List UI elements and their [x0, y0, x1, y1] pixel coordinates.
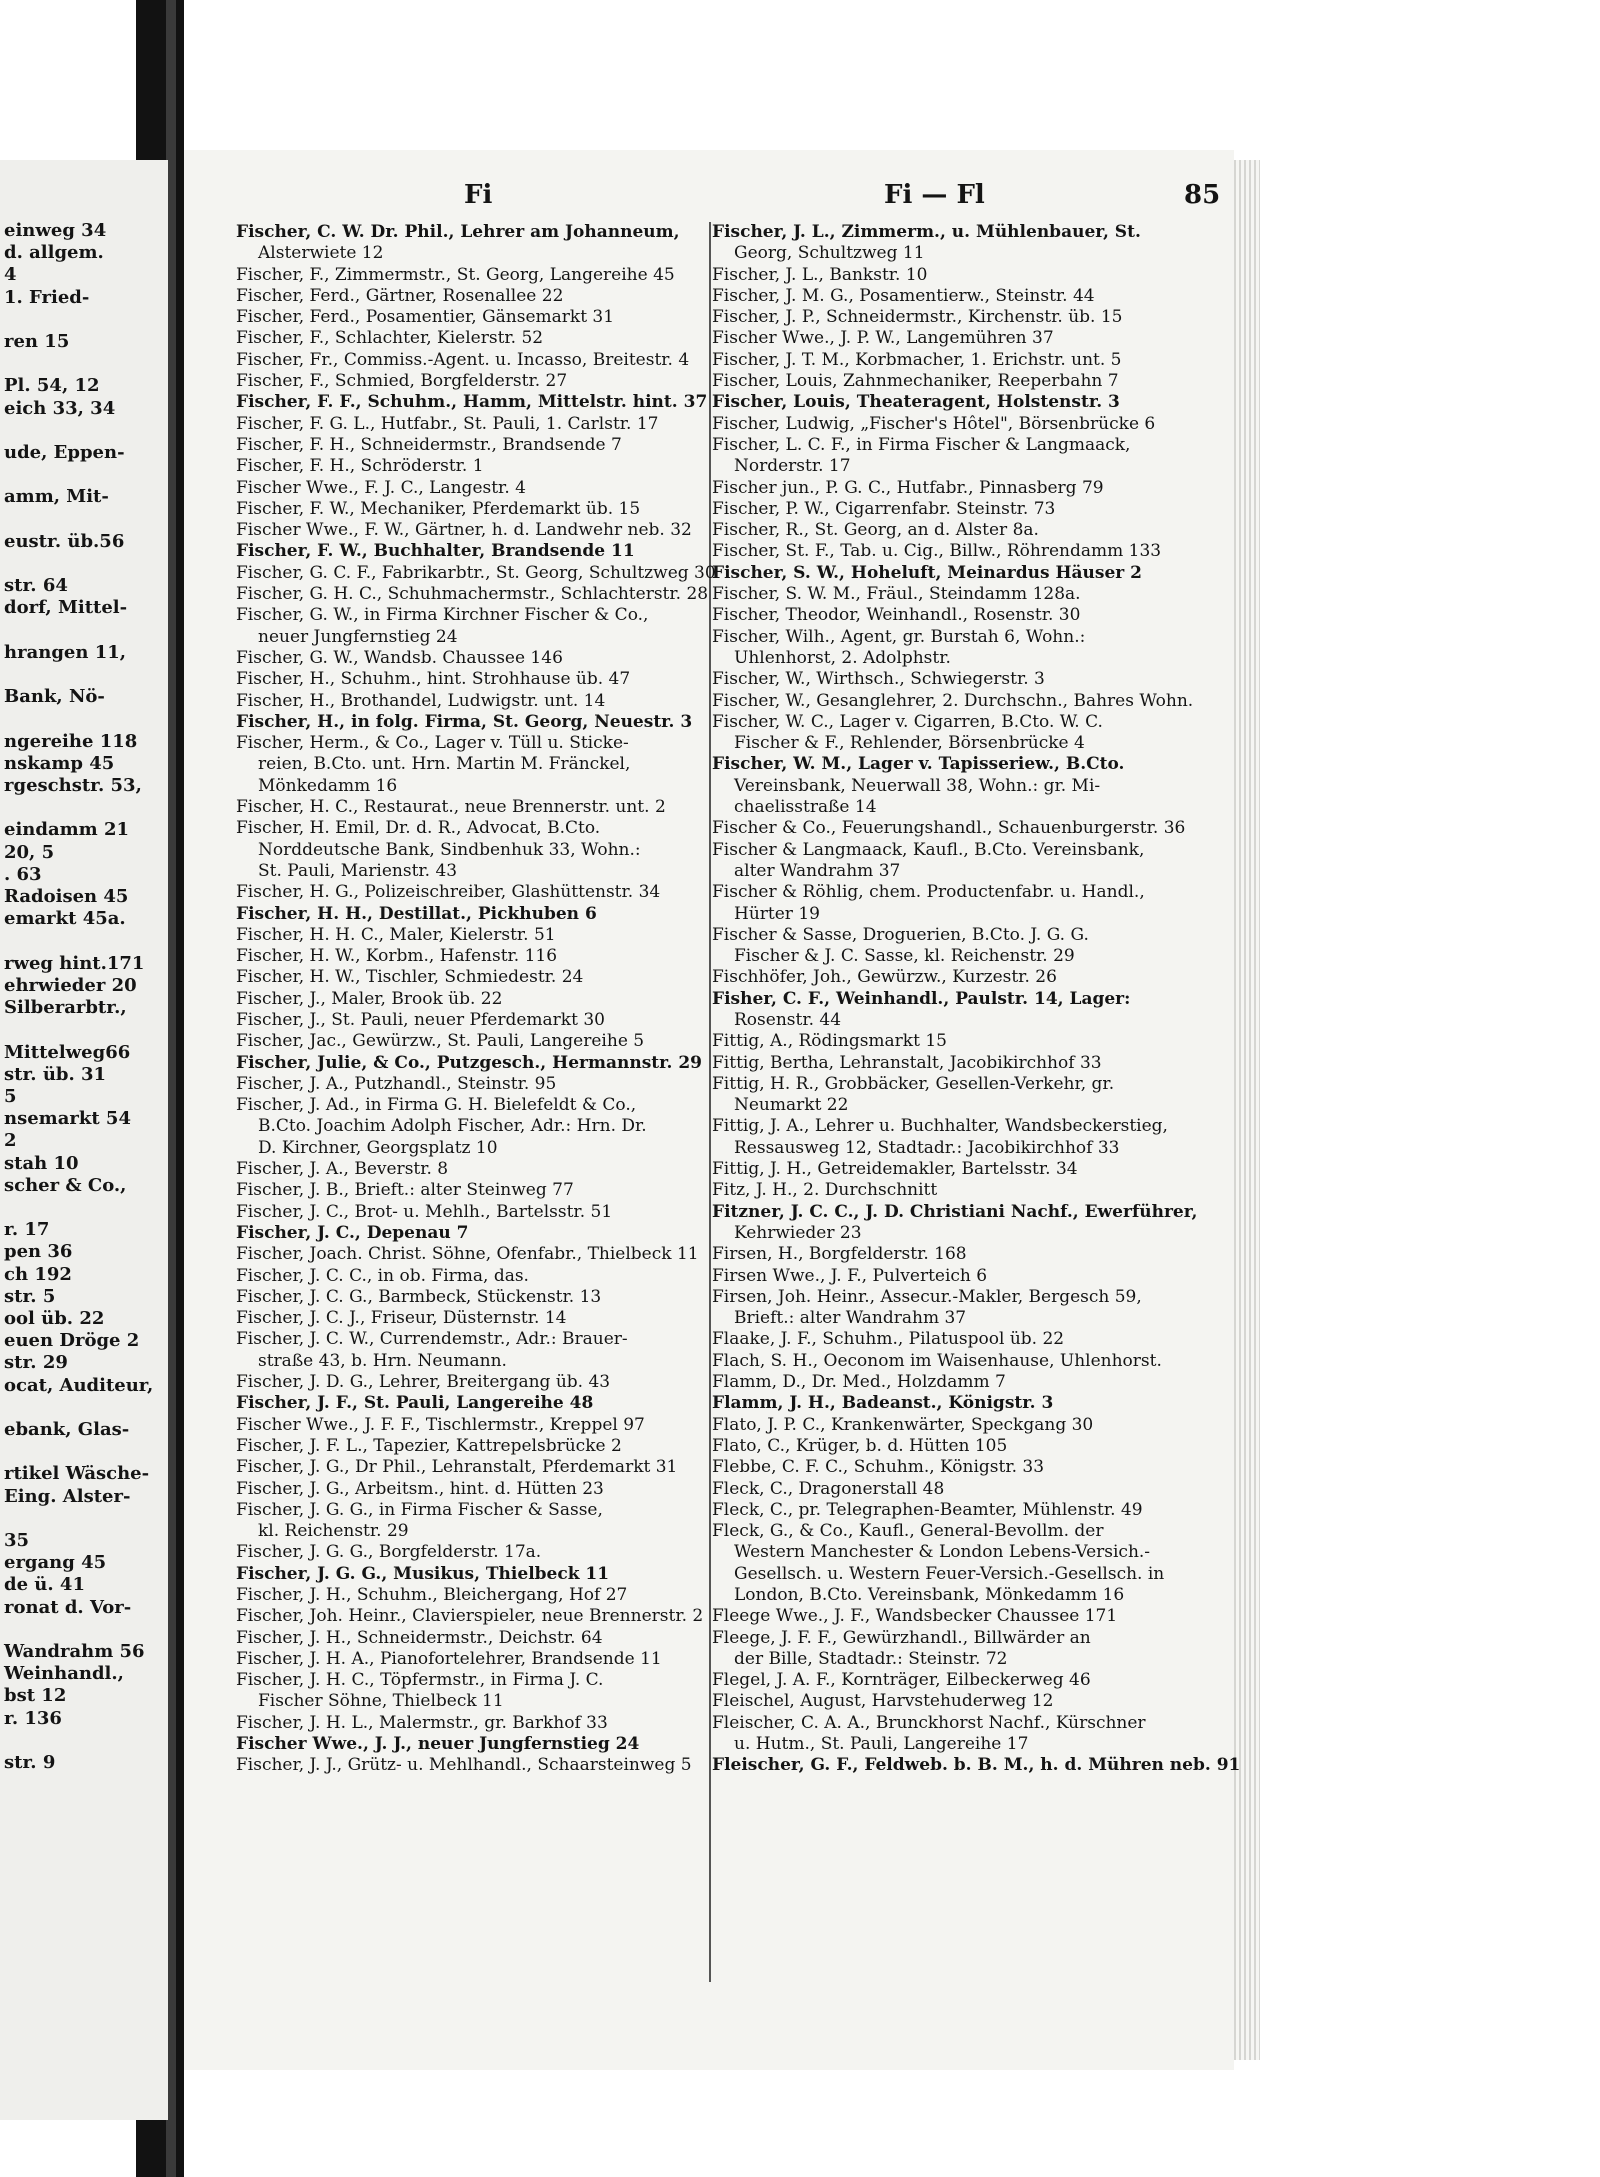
entry-continuation: kl. Reichenstr. 29 — [258, 1521, 409, 1542]
left-page-fragment: stah 10 — [4, 1152, 79, 1174]
entry-text: Fittig, Bertha, Lehranstalt, Jacobikirchhof 33 — [712, 1052, 1102, 1073]
entry-continuation: der Bille, Stadtadr.: Steinstr. 72 — [734, 1648, 1008, 1669]
entry-continuation: Georg, Schultzweg 11 — [734, 243, 925, 264]
entry-text: Fischer, Jac., Gewürzw., St. Pauli, Langereihe 5 — [236, 1031, 645, 1052]
entry-continuation: Ressausweg 12, Stadtadr.: Jacobikirchhof 33 — [734, 1137, 1120, 1158]
entry-text: Fischer, F. F., Schuhm., Hamm, Mittelstr. hint. 37 — [236, 392, 708, 413]
directory-entry — [712, 605, 1212, 626]
entry-continuation: reien, B.Cto. unt. Hrn. Martin M. Fränckel, — [258, 754, 631, 775]
directory-entry — [712, 967, 1212, 988]
left-page-fragment — [4, 931, 168, 953]
left-page-fragment: pen 36 — [4, 1241, 73, 1263]
entry-text: Fischer, F. H., Schröderstr. 1 — [236, 456, 484, 477]
left-page-fragment — [4, 309, 168, 331]
entry-text: Fischer, J. M. G., Posamentierw., Steinstr. 44 — [712, 285, 1095, 306]
entry-text: Fittig, A., Rödingsmarkt 15 — [712, 1031, 947, 1052]
entry-text: Fischer, F. G. L., Hutfabr., St. Pauli, 1. Carlstr. 17 — [236, 413, 659, 434]
entry-text: Fischer Wwe., F. J. C., Langestr. 4 — [236, 477, 526, 498]
entry-continuation: Fischer & J. C. Sasse, kl. Reichenstr. 29 — [734, 946, 1075, 967]
left-page-fragment: einweg 34 — [4, 220, 107, 241]
entry-continuation: Vereinsbank, Neuerwall 38, Wohn.: gr. Mi- — [734, 775, 1101, 796]
entry-text: Fischer, W. C., Lager v. Cigarren, B.Cto. W. C. — [712, 711, 1103, 732]
entry-text: Fischer, J. L., Bankstr. 10 — [712, 264, 928, 285]
directory-entry — [712, 712, 1212, 755]
left-page-fragment: Weinhandl., — [4, 1663, 124, 1685]
left-page-fragment — [4, 1619, 168, 1641]
entry-text: Fischer, Ludwig, „Fischer's Hôtel", Börsenbrücke 6 — [712, 413, 1156, 434]
entry-continuation: London, B.Cto. Vereinsbank, Mönkedamm 16 — [734, 1585, 1125, 1605]
entry-text: Fischer, J., St. Pauli, neuer Pferdemarkt 30 — [236, 1009, 605, 1030]
left-page-fragment — [4, 1397, 168, 1419]
directory-entry — [712, 414, 1212, 435]
left-page-fragment: str. 5 — [4, 1285, 56, 1307]
left-page-fragment: ronat d. Vor- — [4, 1596, 132, 1618]
entry-text: Fischer, J. F., St. Pauli, Langereihe 48 — [236, 1393, 594, 1414]
directory-entry — [712, 1521, 1212, 1564]
entry-continuation: Brieft.: alter Wandrahm 37 — [734, 1308, 967, 1329]
left-page-fragment: ude, Eppen- — [4, 442, 125, 464]
entry-text: Fischer, J. G., Arbeitsm., hint. d. Hütten 23 — [236, 1478, 604, 1499]
entry-text: Firsen, Joh. Heinr., Assecur.-Makler, Bergesch 59, — [712, 1286, 1142, 1307]
entry-text: Fischer, J. H. A., Pianofortelehrer, Brandsende 11 — [236, 1648, 662, 1669]
left-page-fragment: . 63 — [4, 863, 42, 885]
directory-entry — [712, 563, 1212, 584]
entry-text: Fischer, S. W., Hoheluft, Meinardus Häuser 2 — [712, 562, 1142, 583]
entry-text: Fischer, Ferd., Gärtner, Rosenallee 22 — [236, 285, 564, 306]
entry-continuation: Fischer & F., Rehlender, Börsenbrücke 4 — [734, 733, 1085, 754]
entry-continuation: Norddeutsche Bank, Sindbenhuk 33, Wohn.: — [258, 839, 641, 860]
entry-text: Flamm, J. H., Badeanst., Königstr. 3 — [712, 1393, 1054, 1414]
left-page-fragment: ehrwieder 20 — [4, 974, 137, 996]
left-page-fragment: ch 192 — [4, 1263, 72, 1285]
entry-text: Fischer, H. Emil, Dr. d. R., Advocat, B.Cto. — [236, 818, 601, 839]
left-page-fragment — [4, 1197, 168, 1219]
entry-text: Fischer, Julie, & Co., Putzgesch., Hermannstr. 29 — [236, 1052, 703, 1073]
left-page-fragment: eustr. üb.56 — [4, 530, 125, 552]
entry-text: Fittig, J. H., Getreidemakler, Bartelsstr. 34 — [712, 1159, 1078, 1180]
directory-entry — [712, 1116, 1212, 1159]
entry-text: Fischer, F. W., Buchhalter, Brandsende 11 — [236, 541, 635, 562]
entry-text: Flato, J. P. C., Krankenwärter, Speckgang 30 — [712, 1414, 1094, 1435]
entry-text: Flegel, J. A. F., Kornträger, Eilbeckerweg 46 — [712, 1670, 1091, 1691]
entry-text: Fischer, J. H., Schneidermstr., Deichstr. 64 — [236, 1627, 603, 1648]
entry-text: Fischer & Co., Feuerungshandl., Schauenburgerstr. 36 — [712, 818, 1186, 839]
entry-text: Fischer, J. G. G., Borgfelderstr. 17a. — [236, 1542, 542, 1563]
left-page-fragment — [4, 1508, 168, 1530]
directory-entry — [712, 265, 1212, 286]
entry-text: Fischer, H. H. C., Maler, Kielerstr. 51 — [236, 924, 556, 945]
entry-text: Fleck, G., & Co., Kaufl., General-Bevollm. der — [712, 1521, 1104, 1542]
entry-text: Fischer, J. T. M., Korbmacher, 1. Erichstr. unt. 5 — [712, 349, 1122, 370]
entry-text: Fischer, H. G., Polizeischreiber, Glashüttenstr. 34 — [236, 882, 661, 903]
left-page-fragment: hrangen 11, — [4, 641, 127, 663]
entry-text: Fischer, W., Wirthsch., Schwiegerstr. 3 — [712, 669, 1045, 690]
directory-entry — [712, 499, 1212, 520]
entry-text: Fischer, H. W., Korbm., Hafenstr. 116 — [236, 946, 558, 967]
left-page-fragment: 2 — [4, 1130, 17, 1152]
left-page-fragment: r. 136 — [4, 1707, 62, 1729]
left-page-fragment: Silberarbtr., — [4, 997, 127, 1019]
directory-entry — [712, 584, 1212, 605]
left-page-fragment: 4 — [4, 264, 17, 286]
directory-entry — [712, 1031, 1212, 1052]
entry-text: Fischer, G. C. F., Fabrikarbtr., St. Georg, Schultzweg 30 — [236, 562, 716, 583]
directory-entry — [712, 478, 1212, 499]
entry-text: Fischer, R., St. Georg, an d. Alster 8a. — [712, 520, 1039, 541]
directory-entry — [712, 520, 1212, 541]
directory-entry — [712, 669, 1212, 690]
left-page-fragment: de ü. 41 — [4, 1574, 85, 1596]
left-page-fragment: Mittelweg66 — [4, 1041, 131, 1063]
left-page-fragment — [4, 708, 168, 730]
entry-text: Fischer, J. H. C., Töpfermstr., in Firma J. C. — [236, 1670, 604, 1691]
entry-text: Fischer, J. G., Dr Phil., Lehranstalt, Pferdemarkt 31 — [236, 1457, 678, 1478]
header-left-letters: Fi — [464, 180, 493, 210]
left-page-fragment — [4, 1441, 168, 1463]
entry-text: Flamm, D., Dr. Med., Holzdamm 7 — [712, 1372, 1006, 1393]
entry-text: Fleischel, August, Harvstehuderweg 12 — [712, 1691, 1054, 1712]
left-page-fragment: ocat, Auditeur, — [4, 1374, 154, 1396]
directory-entry — [712, 1266, 1212, 1287]
entry-text: Fischhöfer, Joh., Gewürzw., Kurzestr. 26 — [712, 967, 1057, 988]
left-page-fragment: rweg hint.171 — [4, 952, 145, 974]
directory-entry — [712, 541, 1212, 562]
entry-continuation: B.Cto. Joachim Adolph Fischer, Adr.: Hrn. Dr. — [258, 1116, 647, 1137]
entry-continuation: chaelisstraße 14 — [734, 797, 877, 818]
entry-text: Fitz, J. H., 2. Durchschnitt — [712, 1180, 938, 1201]
directory-entry — [712, 1074, 1212, 1117]
left-page-fragment: str. 64 — [4, 575, 68, 597]
entry-text: Fischer, Fr., Commiss.-Agent. u. Incasso, Breitestr. 4 — [236, 349, 690, 370]
left-page-fragment — [4, 553, 168, 575]
left-page-fragment: eindamm 21 — [4, 819, 130, 841]
left-page-fragment: Bank, Nö- — [4, 686, 105, 708]
entry-text: Fischer, J. G. G., Musikus, Thielbeck 11 — [236, 1563, 610, 1584]
entry-text: Fischer, G. W., Wandsb. Chaussee 146 — [236, 647, 563, 668]
left-page-fragment: Eing. Alster- — [4, 1485, 131, 1507]
directory-entry — [712, 1053, 1212, 1074]
left-page-fragment — [4, 664, 168, 686]
entry-text: Fleischer, G. F., Feldweb. b. B. M., h. d. Mühren neb. 91 — [712, 1755, 1241, 1776]
directory-entry — [712, 925, 1212, 968]
directory-entry — [712, 627, 1212, 670]
entry-text: Fischer, J. Ad., in Firma G. H. Bielefeldt & Co., — [236, 1095, 637, 1116]
left-page — [0, 160, 168, 2120]
entry-text: Fischer, J., Maler, Brook üb. 22 — [236, 988, 503, 1009]
page-header — [184, 180, 1234, 214]
entry-text: Fischer, J. P., Schneidermstr., Kirchenstr. üb. 15 — [712, 307, 1123, 328]
directory-entry — [712, 1755, 1241, 1776]
entry-text: Fischer, F. H., Schneidermstr., Brandsende 7 — [236, 434, 622, 455]
left-page-fragments — [4, 220, 168, 1774]
directory-entry — [712, 1564, 1212, 1585]
directory-entry — [712, 435, 1212, 478]
left-page-fragment: 1. Fried- — [4, 286, 90, 308]
directory-entry — [712, 222, 1212, 265]
entry-text: Fischer, W., Gesanglehrer, 2. Durchschn., Bahres Wohn. — [712, 690, 1194, 711]
entry-continuation: Mönkedamm 16 — [258, 775, 398, 796]
left-page-fragment: ool üb. 22 — [4, 1307, 105, 1329]
left-page-fragment: 5 — [4, 1085, 17, 1107]
left-page-fragment: ergang 45 — [4, 1552, 107, 1574]
left-page-fragment: dorf, Mittel- — [4, 597, 128, 619]
entry-text: Flach, S. H., Oeconom im Waisenhause, Uhlenhorst. — [712, 1350, 1162, 1371]
entry-text: Flebbe, C. F. C., Schuhm., Königstr. 33 — [712, 1457, 1045, 1478]
entry-text: Flaake, J. F., Schuhm., Pilatuspool üb. 22 — [712, 1329, 1065, 1350]
directory-column-right — [712, 222, 1241, 1777]
entry-text: Fischer, H., Schuhm., hint. Strohhause üb. 47 — [236, 669, 631, 690]
directory-entry — [712, 1457, 1212, 1478]
directory-entry — [712, 1287, 1212, 1330]
entry-text: Fischer, P. W., Cigarrenfabr. Steinstr. 73 — [712, 498, 1056, 519]
entry-continuation: Hürter 19 — [734, 903, 820, 924]
directory-entry — [712, 1180, 1212, 1201]
entry-text: Fittig, J. A., Lehrer u. Buchhalter, Wandsbeckerstieg, — [712, 1116, 1168, 1137]
entry-text: Firsen Wwe., J. F., Pulverteich 6 — [712, 1265, 988, 1286]
entry-text: Fittig, H. R., Grobbäcker, Gesellen-Verkehr, gr. — [712, 1073, 1115, 1094]
entry-continuation: neuer Jungfernstieg 24 — [258, 626, 458, 647]
entry-continuation: Gesellsch. u. Western Feuer-Versich.-Gesellsch. in — [734, 1563, 1165, 1584]
directory-entry — [712, 1713, 1212, 1756]
entry-text: Fischer, J. C. J., Friseur, Düsternstr. 14 — [236, 1308, 567, 1329]
directory-entry — [712, 392, 1212, 413]
entry-text: Fischer, F. W., Mechaniker, Pferdemarkt üb. 15 — [236, 498, 641, 519]
entry-text: Fischer, Louis, Zahnmechaniker, Reeperbahn 7 — [712, 371, 1119, 392]
entry-text: Fischer, J. J., Grütz- u. Mehlhandl., Schaarsteinweg 5 — [236, 1755, 692, 1776]
left-page-fragment: euen Dröge 2 — [4, 1330, 140, 1352]
directory-entry — [712, 1670, 1212, 1691]
left-page-fragment: d. allgem. — [4, 242, 104, 264]
header-right-letters: Fi — Fl — [884, 180, 985, 210]
entry-text: Fischer, Herm., & Co., Lager v. Tüll u. Sticke- — [236, 733, 629, 754]
directory-entry — [712, 1244, 1212, 1265]
entry-text: Fischer & Langmaack, Kaufl., B.Cto. Vereinsbank, — [712, 839, 1145, 860]
left-page-fragment: nskamp 45 — [4, 752, 115, 774]
entry-text: Fischer, F., Zimmermstr., St. Georg, Langereihe 45 — [236, 264, 675, 285]
directory-entry — [712, 307, 1212, 328]
entry-text: Fischer, H., in folg. Firma, St. Georg, Neuestr. 3 — [236, 711, 693, 732]
left-page-fragment: ngereihe 118 — [4, 730, 138, 752]
left-page-fragment: scher & Co., — [4, 1174, 127, 1196]
directory-entry — [712, 1202, 1212, 1245]
left-page-fragment: Pl. 54, 12 — [4, 375, 100, 397]
entry-text: Fischer, J. C. C., in ob. Firma, das. — [236, 1265, 529, 1286]
left-page-fragment — [4, 1730, 168, 1752]
left-page-fragment: rtikel Wäsche- — [4, 1463, 150, 1485]
entry-continuation: u. Hutm., St. Pauli, Langereihe 17 — [734, 1734, 1029, 1755]
entry-text: Fischer, W. M., Lager v. Tapisseriew., B.Cto. — [712, 754, 1125, 775]
left-page-fragment: ren 15 — [4, 331, 70, 353]
left-page-fragment: Wandrahm 56 — [4, 1641, 145, 1662]
left-page-fragment: rgeschstr. 53, — [4, 775, 142, 797]
entry-text: Fischer, J. C. W., Currendemstr., Adr.: Brauer- — [236, 1329, 628, 1350]
directory-entry — [712, 1500, 1212, 1521]
left-page-fragment — [4, 464, 168, 486]
directory-entry — [712, 328, 1212, 349]
left-page-fragment: Radoisen 45 — [4, 886, 129, 908]
entry-text: Fischer, J. G. G., in Firma Fischer & Sasse, — [236, 1499, 603, 1520]
entry-text: Fischer, J. F. L., Tapezier, Kattrepelsbrücke 2 — [236, 1435, 622, 1456]
left-page-fragment: emarkt 45a. — [4, 908, 126, 930]
entry-text: Fischer & Röhlig, chem. Productenfabr. u. Handl., — [712, 882, 1145, 903]
entry-text: Fischer, Joach. Christ. Söhne, Ofenfabr., Thielbeck 11 — [236, 1244, 699, 1265]
directory-entry — [712, 818, 1212, 839]
directory-entry — [712, 1415, 1212, 1436]
directory-entry — [712, 882, 1212, 925]
entry-continuation: D. Kirchner, Georgsplatz 10 — [258, 1137, 498, 1158]
entry-text: Flato, C., Krüger, b. d. Hütten 105 — [712, 1435, 1008, 1456]
entry-text: Fischer, J. C., Brot- u. Mehlh., Bartelsstr. 51 — [236, 1201, 613, 1222]
directory-entry — [712, 840, 1212, 883]
directory-entry — [712, 989, 1212, 1032]
left-page-fragment: nsemarkt 54 — [4, 1108, 131, 1130]
directory-entry — [712, 371, 1212, 392]
directory-entry — [712, 797, 1212, 818]
right-page — [184, 150, 1241, 2070]
left-page-fragment: eich 33, 34 — [4, 397, 116, 419]
directory-entry — [712, 1436, 1212, 1457]
entry-text: Fischer, J. L., Zimmerm., u. Mühlenbauer, St. — [712, 222, 1141, 242]
page-number: 85 — [1184, 180, 1221, 210]
entry-text: Fischer, H. C., Restaurat., neue Brennerstr. unt. 2 — [236, 797, 666, 818]
directory-entry — [712, 691, 1212, 712]
directory-entry — [712, 1393, 1212, 1414]
directory-entry — [712, 1351, 1212, 1372]
directory-entry — [712, 1628, 1212, 1671]
entry-text: Fleege, J. F. F., Gewürzhandl., Billwärder an — [712, 1627, 1091, 1648]
entry-text: Fischer, Theodor, Weinhandl., Rosenstr. 30 — [712, 605, 1081, 626]
directory-entry — [712, 350, 1212, 371]
left-page-fragment — [4, 620, 168, 642]
entry-text: Fischer, J. A., Putzhandl., Steinstr. 95 — [236, 1073, 557, 1094]
entry-text: Fischer, L. C. F., in Firma Fischer & Langmaack, — [712, 434, 1131, 455]
entry-text: Fleck, C., pr. Telegraphen-Beamter, Mühlenstr. 49 — [712, 1499, 1143, 1520]
entry-text: Fleischer, C. A. A., Brunckhorst Nachf., Kürschner — [712, 1712, 1146, 1733]
entry-text: Fischer, H. H., Destillat., Pickhuben 6 — [236, 903, 597, 924]
left-page-fragment: str. 9 — [4, 1752, 56, 1774]
entry-text: Fischer, J. H., Schuhm., Bleichergang, Hof 27 — [236, 1585, 628, 1605]
directory-entry — [712, 1479, 1212, 1500]
entry-text: Fischer Wwe., J. F. F., Tischlermstr., Kreppel 97 — [236, 1414, 645, 1435]
left-page-fragment: str. üb. 31 — [4, 1063, 107, 1085]
left-page-fragment — [4, 353, 168, 375]
entry-text: Fischer, J. C., Depenau 7 — [236, 1222, 469, 1243]
entry-continuation: Kehrwieder 23 — [734, 1222, 862, 1243]
directory-entry — [712, 1606, 1212, 1627]
entry-text: Fischer, S. W. M., Fräul., Steindamm 128a. — [712, 584, 1081, 605]
directory-entry — [712, 1329, 1212, 1350]
entry-text: Fischer, J. D. G., Lehrer, Breitergang üb. 43 — [236, 1372, 611, 1393]
entry-continuation: Uhlenhorst, 2. Adolphstr. — [734, 647, 951, 668]
entry-text: Fischer, F., Schmied, Borgfelderstr. 27 — [236, 371, 568, 392]
entry-text: Firsen, H., Borgfelderstr. 168 — [712, 1244, 967, 1265]
left-page-fragment — [4, 797, 168, 819]
left-page-fragment: r. 17 — [4, 1219, 50, 1241]
entry-text: Fischer, J. H. L., Malermstr., gr. Barkhof 33 — [236, 1712, 608, 1733]
entry-continuation: Western Manchester & London Lebens-Versich.- — [734, 1542, 1151, 1563]
entry-text: Fleck, C., Dragonerstall 48 — [712, 1478, 945, 1499]
entry-continuation: Rosenstr. 44 — [734, 1009, 842, 1030]
entry-text: Fischer, G. H. C., Schuhmachermstr., Schlachterstr. 28 — [236, 584, 709, 605]
left-page-fragment: 20, 5 — [4, 841, 55, 863]
directory-entry — [712, 286, 1212, 307]
left-page-fragment: 35 — [4, 1529, 30, 1551]
entry-text: Fischer, F., Schlachter, Kielerstr. 52 — [236, 328, 544, 349]
entry-text: Fischer, Wilh., Agent, gr. Burstah 6, Wohn.: — [712, 626, 1086, 647]
directory-entry — [712, 1691, 1212, 1712]
entry-continuation: Neumarkt 22 — [734, 1095, 849, 1116]
entry-text: Fischer Wwe., J. P. W., Langemühren 37 — [712, 328, 1054, 349]
entry-text: Fischer Wwe., J. J., neuer Jungfernstieg 24 — [236, 1734, 640, 1755]
entry-text: Fitzner, J. C. C., J. D. Christiani Nachf., Ewerführer, — [712, 1201, 1198, 1222]
entry-text: Fischer, H., Brothandel, Ludwigstr. unt. 14 — [236, 690, 606, 711]
left-page-fragment — [4, 420, 168, 442]
left-page-fragment: ebank, Glas- — [4, 1418, 130, 1440]
entry-text: Fisher, C. F., Weinhandl., Paulstr. 14, Lager: — [712, 988, 1131, 1009]
entry-text: Fischer, J. A., Beverstr. 8 — [236, 1159, 449, 1180]
entry-text: Fischer jun., P. G. C., Hutfabr., Pinnasberg 79 — [712, 477, 1104, 498]
left-page-fragment — [4, 1019, 168, 1041]
entry-text: Fischer, C. W. Dr. Phil., Lehrer am Johanneum, — [236, 222, 680, 242]
entry-text: Fischer Wwe., F. W., Gärtner, h. d. Landwehr neb. 32 — [236, 520, 692, 541]
entry-text: Fischer & Sasse, Droguerien, B.Cto. J. G. G. — [712, 924, 1089, 945]
entry-text: Fischer, St. F., Tab. u. Cig., Billw., Röhrendamm 133 — [712, 541, 1162, 562]
entry-text: Fischer, J. B., Brieft.: alter Steinweg 77 — [236, 1180, 574, 1201]
left-page-fragment: bst 12 — [4, 1685, 67, 1707]
directory-entry — [712, 754, 1212, 797]
entry-continuation: St. Pauli, Marienstr. 43 — [258, 860, 458, 881]
left-page-fragment — [4, 509, 168, 531]
entry-continuation: Norderstr. 17 — [734, 456, 851, 477]
entry-continuation: Fischer Söhne, Thielbeck 11 — [258, 1691, 504, 1712]
directory-entry — [712, 1159, 1212, 1180]
entry-text: Fischer, J. C. G., Barmbeck, Stückenstr. 13 — [236, 1286, 602, 1307]
entry-text: Fleege Wwe., J. F., Wandsbecker Chaussee 171 — [712, 1606, 1118, 1627]
directory-entry — [712, 1372, 1212, 1393]
entry-text: Fischer, G. W., in Firma Kirchner Fischer & Co., — [236, 605, 649, 626]
entry-text: Fischer, Joh. Heinr., Clavierspieler, neue Brennerstr. 2 — [236, 1606, 704, 1627]
entry-text: Fischer, Ferd., Posamentier, Gänsemarkt 31 — [236, 307, 615, 328]
entry-text: Fischer, Louis, Theateragent, Holstenstr. 3 — [712, 392, 1120, 413]
entry-continuation: alter Wandrahm 37 — [734, 860, 901, 881]
entry-text: Fischer, H. W., Tischler, Schmiedestr. 24 — [236, 967, 584, 988]
directory-entry — [712, 1585, 1212, 1606]
entry-continuation: Alsterwiete 12 — [258, 243, 384, 264]
left-page-fragment: str. 29 — [4, 1352, 68, 1374]
left-page-fragment: amm, Mit- — [4, 486, 109, 508]
entry-continuation: straße 43, b. Hrn. Neumann. — [258, 1350, 507, 1371]
